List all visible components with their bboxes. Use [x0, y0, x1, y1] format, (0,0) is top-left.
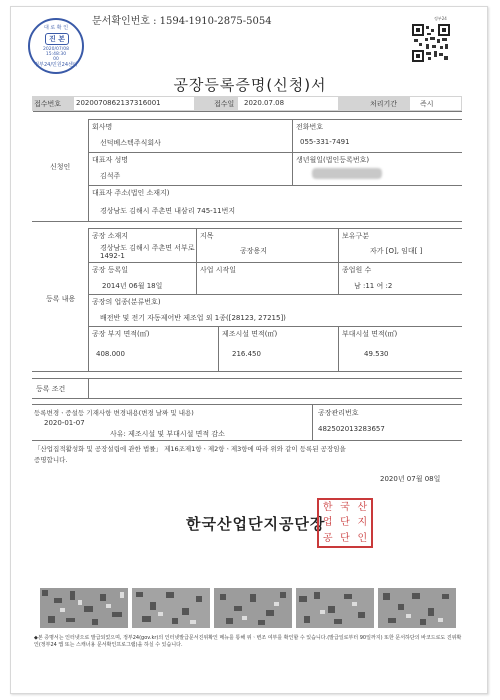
reg-date-value: 2014년 06월 18일 — [102, 282, 163, 290]
mgmt-value: 482502013283657 — [318, 425, 385, 433]
reg-col2 — [338, 228, 339, 294]
changes-bottom-line — [32, 440, 462, 441]
page-title: 공장등록증명(신청)서 — [173, 76, 327, 94]
conditions-bottom-line — [32, 398, 462, 399]
table-border-top — [32, 111, 462, 112]
seal-datetime — [30, 47, 82, 62]
document-number: 문서확인번호 : 1594-1910-2875-5054 — [92, 16, 272, 27]
rep-value: 김석주 — [100, 172, 121, 180]
changes-content: 사유: 제조시설 및 부대시설 면적 감소 — [110, 430, 225, 438]
start-label: 사업 시작일 — [200, 266, 237, 274]
site-value-line2: 1492-1 — [100, 252, 125, 260]
rep-label: 대표자 성명 — [92, 156, 129, 164]
company-value: 선덕베스텍주식회사 — [100, 139, 161, 147]
footer-note: ◆본 증명서는 인터넷으로 발급되었으며, 정부24(gov.kr)의 인터넷발급문서진위확인 메뉴를 통해 위ㆍ변조 여부를 확인할 수 있습니다.(발급일로부터 90일까지) 또한 문서하단의 바코드로도 진위확인(정부24 앱 또는 스캐너용 문서확인프로그램)을 하실 수 있습니다. — [34, 635, 462, 648]
receipt-date-label: 접수일 — [214, 100, 235, 108]
phone-value: 055-331-7491 — [300, 138, 350, 146]
seal-ring-bottom: 정부24/민원24센터 — [34, 62, 78, 68]
applicant-bottom-line — [32, 221, 462, 222]
reg-row3-line — [88, 294, 462, 295]
applicant-section-label: 신청인 — [50, 163, 71, 171]
mfg-area-value: 216.450 — [232, 350, 261, 358]
receipt-no-label: 접수번호 — [34, 100, 62, 108]
period-label: 처리기간 — [370, 100, 398, 108]
company-label: 회사명 — [92, 123, 113, 131]
qr-code-icon — [412, 24, 450, 62]
changes-divider — [312, 404, 313, 440]
address-value: 경상남도 김해시 주촌면 내삼리 745-11번지 — [100, 207, 236, 215]
seal-char: 단 — [340, 532, 350, 544]
seal-char: 한 — [322, 502, 333, 513]
seal-char: 인 — [357, 532, 368, 544]
seal-char: 업 — [322, 517, 333, 529]
address-label: 대표자 주소(법인 소재지) — [92, 189, 170, 197]
reg-area-col1 — [218, 326, 219, 371]
barcode-2-icon — [132, 588, 210, 628]
reg-date-label: 공장 등록일 — [92, 266, 129, 274]
receipt-no-value: 202007086213731600​1 — [76, 99, 161, 107]
land-label: 지목 — [200, 232, 214, 240]
applicant-row3-line — [88, 185, 462, 186]
reg-row2-line — [88, 262, 462, 263]
changes-label: 등록변경ㆍ증설등 기재사항 변경내용(변경 날짜 및 내용) — [34, 409, 194, 417]
aux-area-label: 부대시설 면적(㎡) — [342, 330, 398, 338]
conditions-divider — [88, 378, 89, 398]
seal-char: 국 — [340, 502, 350, 513]
certify-date: 2020년 07월 08일 — [380, 475, 441, 483]
reg-col1 — [196, 228, 197, 294]
barcode-1-icon — [40, 588, 128, 628]
reg-section-label: 등록 내용 — [46, 295, 76, 303]
seal-char: 단 — [340, 517, 350, 529]
applicant-top-line — [88, 119, 462, 120]
reg-area-col2 — [338, 326, 339, 371]
site-value-line1: 경상남도 김해시 주촌면 서부로 — [100, 244, 195, 252]
industry-label: 공장의 업종(분류번호) — [92, 298, 161, 306]
authenticity-seal — [28, 18, 84, 74]
seal-date: 2020/07/08 — [43, 47, 69, 52]
land-value: 공장용지 — [240, 247, 268, 255]
barcode-5-icon — [378, 588, 456, 628]
mfg-area-label: 제조시설 면적(㎡) — [222, 330, 278, 338]
seal-core: 진 본 — [45, 33, 69, 45]
conditions-top-line — [32, 378, 462, 379]
seal-ring-top: 대 로 확 인 — [43, 25, 69, 31]
issuer-name: 한국산업단지공단장 — [186, 515, 326, 533]
workers-value: 남 :11 여 :2 — [354, 282, 393, 290]
aux-area-value: 49.530 — [364, 350, 389, 358]
own-value: 자가 [O], 임대[ ] — [370, 247, 423, 255]
seal-char: 산 — [357, 502, 368, 513]
phone-label: 전화번호 — [296, 123, 324, 131]
reg-bottom-line — [32, 371, 462, 372]
certify-line2: 증명합니다. — [34, 456, 68, 464]
reg-divider — [88, 228, 89, 371]
mgmt-label: 공장관리번호 — [318, 409, 359, 417]
seal-char: 지 — [357, 517, 368, 529]
area-value: 408.000 — [96, 350, 125, 358]
site-label: 공장 소재지 — [92, 232, 129, 240]
workers-label: 종업원 수 — [342, 266, 372, 274]
certify-line1: 「산업집적활성화 및 공장설립에 관한 법률」 제16조제1항ㆍ제2항ㆍ제3항에 따라 위와 같이 등록된 공장임을 — [34, 445, 346, 453]
reg-top-line — [88, 228, 462, 229]
own-label: 보유구분 — [342, 232, 370, 240]
period-cell — [410, 97, 461, 110]
conditions-label: 등록 조건 — [36, 385, 66, 393]
area-label: 공장 부지 면적(㎡) — [92, 330, 150, 338]
barcode-4-icon — [296, 588, 374, 628]
applicant-row2-line — [88, 152, 462, 153]
industry-value: 배전반 및 전기 자동제어반 제조업 외 1종([28123, 27215]) — [100, 314, 286, 322]
birth-label: 생년월일(법인등록번호) — [296, 156, 370, 164]
official-red-seal — [317, 498, 373, 548]
period-value: 즉시 — [420, 100, 434, 108]
seal-time: 15:48:30 — [45, 52, 67, 57]
birth-redacted — [312, 168, 382, 179]
applicant-divider — [88, 119, 89, 221]
reg-row4-line — [88, 326, 462, 327]
receipt-date-value: 2020.07.08 — [244, 99, 285, 107]
gov-mark: 정부24 — [434, 16, 447, 21]
seal-ip: 00 — [53, 57, 59, 62]
barcode-3-icon — [214, 588, 292, 628]
table-border-left — [32, 111, 33, 511]
seal-char: 공 — [322, 532, 333, 544]
changes-top-line — [32, 404, 462, 405]
changes-date: 2020-01-07 — [44, 419, 85, 427]
